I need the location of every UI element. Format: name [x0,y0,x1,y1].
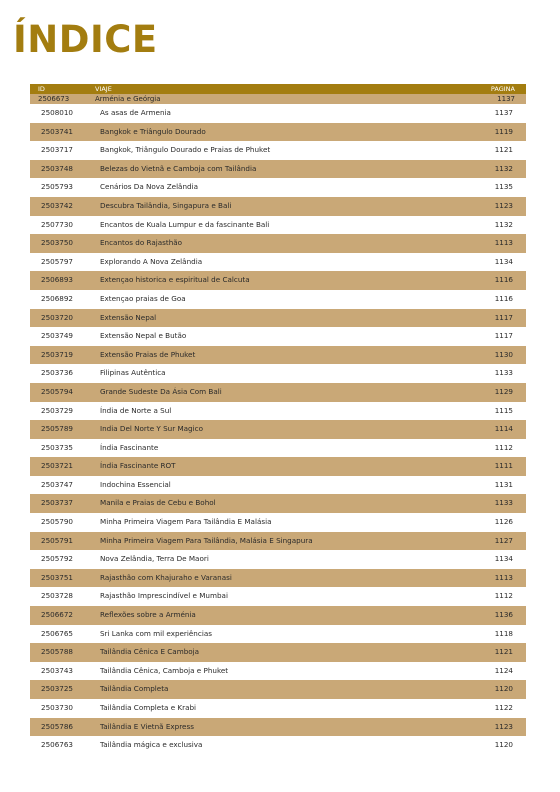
row-name: Tailândia Completa e Krabi [100,703,197,712]
row-id: 2503719 [41,349,74,359]
row-id: 2503720 [41,312,74,322]
table-row [30,383,526,402]
row-id: 2503748 [41,163,74,173]
row-page: 1113 [494,572,513,582]
row-id: 2505788 [41,647,74,657]
row-name: Descubra Tailândia, Singapura e Bali [100,200,232,210]
row-id: 2505790 [41,517,74,527]
row-page: 1116 [494,293,513,303]
row-name: Belezas do Vietnã e Camboja com Tailândia [100,163,257,173]
row-page: 1123 [494,721,513,731]
row-page: 1130 [494,349,513,359]
row-name: Indochina Essencial [100,479,171,489]
row-id: 2503736 [41,368,74,378]
table-row [30,680,526,699]
table-row [30,94,526,104]
index-table [30,84,526,755]
row-name: Tailândia mágica e exclusiva [100,740,203,750]
row-page: 1134 [494,554,513,564]
row-page: 1132 [494,219,513,229]
table-row [30,476,526,495]
row-id: 2505789 [41,424,74,434]
table-row [30,718,526,737]
row-name: Índia Fascinante ROT [100,461,176,471]
row-name: As asas de Armenia [100,108,171,117]
table-header [30,84,526,94]
row-id: 2505794 [41,386,74,396]
row-id: 2503721 [41,461,74,471]
row-name: Manila e Praias de Cebu e Bohol [100,498,216,508]
row-name: Extensão Praias de Phuket [100,349,196,359]
row-name: India Del Norte Y Sur Magico [100,424,203,434]
row-name: Arménia e Geórgia [95,95,161,103]
row-name: Cenários Da Nova Zelândia [100,182,198,192]
row-page: 1118 [494,628,513,638]
row-page: 1120 [494,740,513,750]
table-row [30,104,526,123]
row-page: 1123 [494,200,513,210]
row-name: Minha Primeira Viagem Para Tailândia E Malásia [100,517,272,527]
row-page: 1133 [494,498,513,508]
row-id: 2503742 [41,200,74,210]
row-id: 2503735 [41,442,74,452]
row-name: Tailândia Completa [100,684,169,694]
row-id: 2503747 [41,479,74,489]
row-name: Extensão Nepal e Butão [100,331,187,341]
table-row [30,271,526,290]
row-name: Filipinas Autêntica [100,368,166,378]
table-row [30,532,526,551]
row-page: 1115 [494,405,513,415]
table-row [30,736,526,755]
row-page: 1137 [494,108,513,117]
row-page: 1120 [494,684,513,694]
table-row [30,309,526,328]
row-name: Encantos do Rajasthão [100,238,183,248]
row-id: 2506893 [41,275,74,285]
row-page: 1137 [497,95,515,103]
row-id: 2503741 [41,126,74,136]
row-name: Extençao historica e espiritual de Calcuta [100,275,250,285]
table-row [30,402,526,421]
row-id: 2503737 [41,498,74,508]
row-page: 1117 [494,331,513,341]
row-page: 1132 [494,163,513,173]
row-id: 2506672 [41,610,74,620]
row-page: 1119 [494,126,513,136]
row-id: 2503728 [41,591,74,601]
row-name: Grande Sudeste Da Ásia Com Bali [100,386,222,396]
table-row [30,587,526,606]
table-row [30,178,526,197]
row-id: 2505792 [41,554,74,564]
row-page: 1112 [494,591,513,601]
row-id: 2503725 [41,684,74,694]
row-page: 1136 [494,610,513,620]
table-row [30,457,526,476]
row-name: Tailândia Cênica E Camboja [100,647,200,657]
row-id: 2507730 [41,219,74,229]
table-row [30,625,526,644]
row-page: 1133 [494,368,513,378]
row-name: Explorando A Nova Zelândia [100,256,203,266]
row-id: 2505797 [41,256,74,266]
row-name: Bangkok, Triângulo Dourado e Praias de Phuket [100,145,271,155]
page-title: ÍNDICE [13,18,158,61]
row-page: 1111 [494,461,513,471]
table-row [30,234,526,253]
table-row [30,346,526,365]
row-name: Rajasthão Imprescindível e Mumbai [100,591,228,601]
header-page: PAGINA [490,85,515,93]
row-name: Encantos de Kuala Lumpur e da fascinante Bali [100,219,270,229]
row-id: 2506892 [41,293,74,303]
row-id: 2505786 [41,721,74,731]
row-page: 1131 [494,479,513,489]
table-row [30,439,526,458]
row-page: 1134 [494,256,513,266]
row-page: 1114 [494,424,513,434]
table-row [30,550,526,569]
row-page: 1116 [494,275,513,285]
row-page: 1112 [494,442,513,452]
table-row [30,216,526,235]
row-page: 1129 [494,386,513,396]
row-name: Bangkok e Triângulo Dourado [100,126,206,136]
row-id: 2503750 [41,238,74,248]
row-id: 2506763 [41,740,74,750]
row-page: 1124 [494,665,513,675]
row-id: 2506765 [41,628,74,638]
row-name: Índia de Norte a Sul [100,405,172,415]
table-row [30,160,526,179]
row-page: 1126 [494,517,513,527]
row-name: Reflexões sobre a Arménia [100,610,196,620]
table-row [30,197,526,216]
row-page: 1121 [494,145,513,155]
row-id: 2503751 [41,572,74,582]
table-row [30,494,526,513]
row-name: Índia Fascinante [100,442,159,452]
row-page: 1117 [494,312,513,322]
table-row [30,253,526,272]
row-id: 2506673 [38,95,70,103]
table-row [30,141,526,160]
header-id: ID [38,85,45,93]
row-id: 2508010 [41,108,74,117]
table-row [30,569,526,588]
table-row [30,420,526,439]
table-body [30,104,526,755]
row-name: Extensão Nepal [100,312,157,322]
row-name: Nova Zelândia, Terra De Maori [100,554,209,564]
row-name: Extençao praias de Goa [100,293,186,303]
table-row [30,327,526,346]
table-row [30,123,526,142]
row-page: 1135 [494,182,513,192]
row-id: 2503749 [41,331,74,341]
table-row [30,662,526,681]
row-name: Rajasthão com Khajuraho e Varanasi [100,572,232,582]
row-page: 1127 [494,535,513,545]
row-name: Minha Primeira Viagem Para Tailândia, Malásia E Singapura [100,535,313,545]
row-name: Tailândia E Vietnã Express [100,721,194,731]
row-id: 2503730 [41,703,74,712]
table-row [30,606,526,625]
row-name: Tailândia Cênica, Camboja e Phuket [100,665,229,675]
row-page: 1122 [494,703,513,712]
row-id: 2503743 [41,665,74,675]
row-page: 1113 [494,238,513,248]
table-row [30,290,526,309]
header-trip: VIAJE [95,85,112,93]
table-row [30,364,526,383]
row-page: 1121 [494,647,513,657]
row-id: 2505793 [41,182,74,192]
row-id: 2505791 [41,535,74,545]
table-row [30,513,526,532]
table-row [30,643,526,662]
table-row [30,699,526,718]
row-id: 2503717 [41,145,74,155]
row-id: 2503729 [41,405,74,415]
row-name: Sri Lanka com mil experiências [100,628,212,638]
